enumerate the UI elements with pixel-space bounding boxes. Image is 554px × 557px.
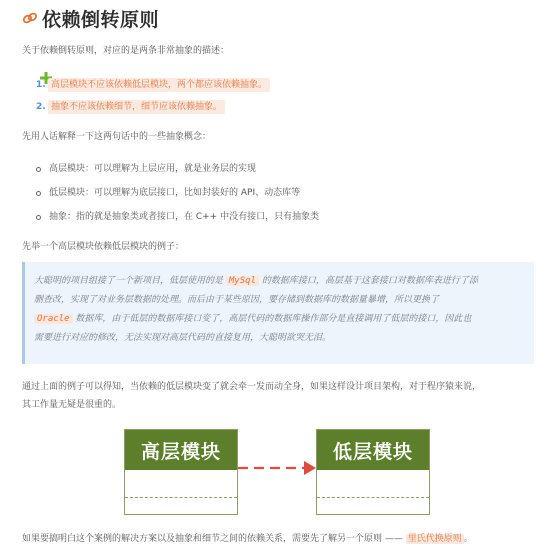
- footer-text: [22, 532, 473, 546]
- dependency-diagram: [0, 425, 554, 515]
- liskov-principle-link[interactable]: 里氏代换原则: [407, 534, 462, 544]
- principle-text: 抽象不应该依赖细节，细节应该依赖抽象。: [48, 100, 225, 114]
- conclusion-line-2: 其工作量无疑是很重的。: [22, 400, 122, 410]
- bullet-icon: [36, 167, 41, 172]
- principle-2: [36, 100, 225, 114]
- footer-text-after: 。: [463, 534, 473, 544]
- quote-text: 大聪明的项目组接了一个新项目，低层使用的是: [34, 276, 226, 286]
- quote-line: 删查改，实现了对业务层数据的处理。而后由于某些原因，要存储到数据库的数据量暴增，所以更换了: [34, 295, 440, 305]
- quote-line: [34, 272, 526, 291]
- principle-1: [36, 78, 270, 92]
- conclusion-line-1: 通过上面的例子可以得知，当依赖的低层模块变了就会牵一发而动全身，如果这样设计项目架构，对于程序猿来说，: [22, 382, 482, 392]
- concept-item: [36, 162, 256, 176]
- box-divider: [317, 497, 429, 498]
- concepts-intro: 先用人话解释一下这两句话中的一些抽象概念：: [22, 132, 212, 142]
- list-number: 2.: [36, 102, 46, 112]
- quote-text: 的数据库接口，高层基于这套接口对数据库表进行了添: [258, 276, 478, 286]
- bullet-icon: [36, 191, 41, 196]
- quote-line: [34, 310, 526, 329]
- bullet-icon: [36, 215, 41, 220]
- low-level-module-box: [316, 429, 430, 515]
- heading-row: [22, 4, 159, 32]
- concept-item: [36, 210, 319, 224]
- dependency-arrow: [238, 458, 318, 478]
- footer-text-before: 如果要搞明白这个案例的解决方案以及抽象和细节之间的依赖关系，需要先了解另一个原则 ——: [22, 534, 406, 544]
- inline-code: Oracle: [34, 314, 73, 324]
- concept-text: 高层模块：可以理解为上层应用，就是业务层的实现: [49, 164, 257, 174]
- page-title: 依赖倒转原则: [42, 8, 160, 31]
- inline-code: MySql: [226, 276, 259, 286]
- link-icon[interactable]: [22, 10, 38, 26]
- quote-line: 需要进行对应的修改，无法实现对高层代码的直接复用，大聪明欲哭无泪。: [34, 333, 332, 343]
- example-intro: 先举一个高层模块依赖低层模块的例子：: [22, 242, 185, 252]
- box-divider: [125, 497, 237, 498]
- intro-text: 关于依赖倒转原则，对应的是两条非常抽象的描述：: [22, 46, 230, 56]
- concept-text: 抽象：指的就是抽象类或者接口，在 C++ 中没有接口，只有抽象类: [49, 212, 320, 222]
- concept-text: 低层模块：可以理解为底层接口，比如封装好的 API、动态库等: [49, 188, 301, 198]
- quote-text: 数据库，由于低层的数据库接口变了，高层代码的数据库操作部分是直接调用了低层的接口，因此也: [72, 314, 472, 324]
- example-blockquote: [22, 262, 534, 364]
- principle-text: 高层模块不应该依赖低层模块，两个都应该依赖抽象。: [48, 78, 270, 92]
- box-title: 高层模块: [125, 430, 237, 470]
- box-title: 低层模块: [317, 430, 429, 470]
- high-level-module-box: [124, 429, 238, 515]
- list-number: 1.: [36, 80, 46, 90]
- concept-item: [36, 186, 300, 200]
